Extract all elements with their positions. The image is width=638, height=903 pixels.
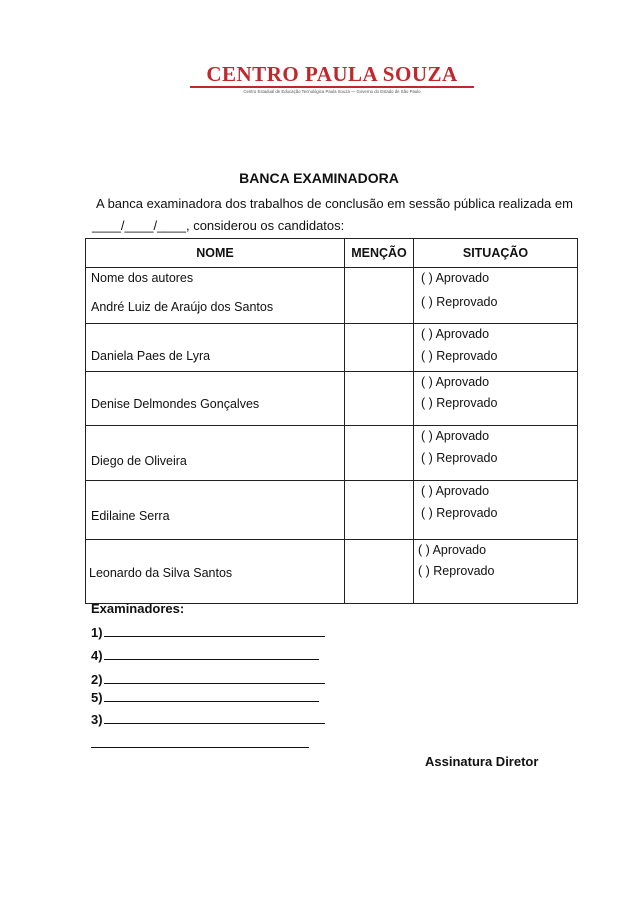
- failed-option[interactable]: ( ) Reprovado: [421, 506, 498, 520]
- failed-option[interactable]: ( ) Reprovado: [421, 396, 498, 410]
- director-signature-label: Assinatura Diretor: [425, 754, 539, 769]
- examiner-number: 3): [91, 712, 103, 727]
- failed-option[interactable]: ( ) Reprovado: [421, 349, 498, 363]
- mention-cell[interactable]: [345, 481, 414, 540]
- candidate-name: André Luiz de Araújo dos Santos: [91, 300, 274, 314]
- signature-rule: [104, 713, 325, 724]
- examiners-title: Examinadores:: [91, 601, 185, 616]
- failed-option[interactable]: ( ) Reprovado: [418, 564, 495, 578]
- failed-option[interactable]: ( ) Reprovado: [421, 295, 498, 309]
- name-cell: [86, 540, 345, 604]
- intro-line-1: A banca examinadora dos trabalhos de conclusão em sessão pública realizada em: [96, 196, 573, 211]
- status-cell: [414, 372, 578, 426]
- name-cell: [86, 372, 345, 426]
- signature-rule: [104, 673, 325, 684]
- table-row: [86, 324, 578, 372]
- table-row: [86, 268, 578, 324]
- examiner-line[interactable]: [91, 648, 319, 663]
- mention-cell[interactable]: [345, 268, 414, 324]
- logo-subtitle: Centro Estadual de Educação Tecnológica Paula Souza — Governo do Estado de São Paulo: [243, 89, 421, 94]
- examiner-number: 5): [91, 690, 103, 705]
- table-row: [86, 426, 578, 481]
- name-cell: [86, 481, 345, 540]
- signature-rule: [104, 691, 319, 702]
- candidate-name: Edilaine Serra: [91, 509, 170, 523]
- examiner-number: 4): [91, 648, 103, 663]
- director-signature-line[interactable]: [91, 747, 309, 748]
- mention-cell[interactable]: [345, 426, 414, 481]
- examiner-line[interactable]: [91, 672, 325, 687]
- name-cell: [86, 324, 345, 372]
- table-row: [86, 481, 578, 540]
- candidate-name: Denise Delmondes Gonçalves: [91, 397, 260, 411]
- examiner-number: 2): [91, 672, 103, 687]
- approved-option[interactable]: ( ) Aprovado: [421, 484, 490, 498]
- mention-cell[interactable]: [345, 324, 414, 372]
- approved-option[interactable]: ( ) Aprovado: [421, 429, 490, 443]
- table-row: [86, 540, 578, 604]
- name-cell: [86, 268, 345, 324]
- status-cell: [414, 324, 578, 372]
- approved-option[interactable]: ( ) Aprovado: [421, 327, 490, 341]
- approved-option[interactable]: ( ) Aprovado: [421, 375, 490, 389]
- mention-cell[interactable]: [345, 372, 414, 426]
- failed-option[interactable]: ( ) Reprovado: [421, 451, 498, 465]
- logo-rule: [190, 86, 474, 88]
- header-mention: MENÇÃO: [345, 239, 414, 268]
- page-title: BANCA EXAMINADORA: [239, 170, 399, 186]
- candidate-name: Daniela Paes de Lyra: [91, 349, 211, 363]
- signature-rule: [104, 649, 319, 660]
- intro-line-2: ____/____/____, considerou os candidatos:: [92, 218, 345, 233]
- approved-option[interactable]: ( ) Aprovado: [418, 543, 487, 557]
- mention-cell[interactable]: [345, 540, 414, 604]
- authors-label: Nome dos autores: [91, 271, 194, 285]
- examiner-line[interactable]: [91, 712, 325, 727]
- table-row: [86, 372, 578, 426]
- candidates-table: [85, 238, 578, 604]
- status-cell: [414, 481, 578, 540]
- status-cell: [414, 540, 578, 604]
- candidate-name: Leonardo da Silva Santos: [89, 566, 233, 580]
- examiner-line[interactable]: [91, 625, 325, 640]
- approved-option[interactable]: ( ) Aprovado: [421, 271, 490, 285]
- signature-rule: [104, 626, 325, 637]
- examiner-line[interactable]: [91, 690, 319, 705]
- status-cell: [414, 426, 578, 481]
- header-name: NOME: [86, 239, 345, 268]
- centro-paula-souza-logo: [186, 62, 478, 100]
- status-cell: [414, 268, 578, 324]
- table-header-row: [86, 239, 578, 268]
- name-cell: [86, 426, 345, 481]
- examiner-number: 1): [91, 625, 103, 640]
- candidate-name: Diego de Oliveira: [91, 454, 187, 468]
- logo-text: CENTRO PAULA SOUZA: [206, 62, 458, 86]
- header-status: SITUAÇÃO: [414, 239, 578, 268]
